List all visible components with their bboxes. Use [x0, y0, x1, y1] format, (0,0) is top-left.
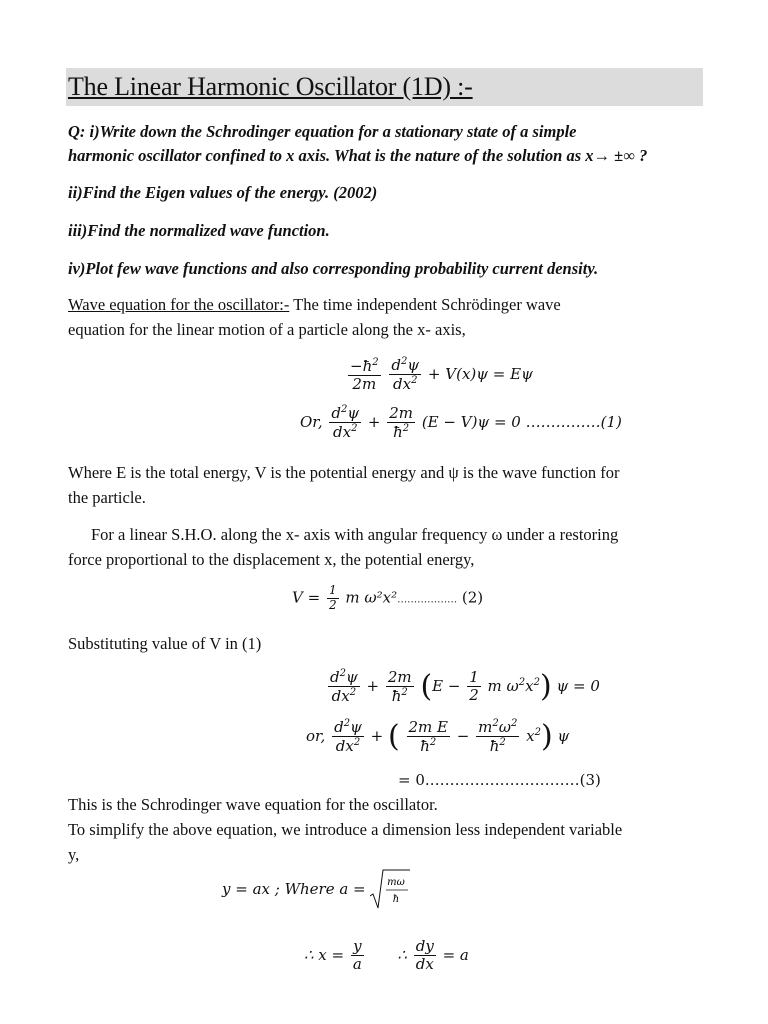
fraction-d2psi-dx2-b: $\frac{d^2\psi}{dx^2}$: [331, 404, 360, 442]
eq3-tail: ψ = 0: [556, 676, 600, 695]
page-title: The Linear Harmonic Oscillator (1D) :-: [68, 72, 473, 101]
fraction-2mE-hbar2: $\frac{\text{2m E}}{ħ^2}$: [408, 717, 448, 755]
question-line-1: Q: i)Write down the Schrodinger equation for a stationary state of a simple: [68, 122, 577, 141]
sqrt-m-omega-hbar: [370, 868, 410, 912]
wave-paragraph-line-2: equation for the linear motion of a particle along the x- axis,: [68, 320, 466, 339]
wave-text-1: The time independent Schrödinger wave: [289, 295, 561, 314]
wave-heading: Wave equation for the oscillator:-: [68, 295, 290, 314]
eq6-text: y = ax ; Where a =: [222, 880, 366, 898]
question-iv: iv)Plot few wave functions and also corresponding probability current density.: [68, 259, 599, 278]
eq4-prefix: or,: [306, 726, 326, 745]
equation-substituted: $\frac{d^2\psi}{dx^2}$ + $\frac{2m}{ħ^2}$ (E − $\frac{1}{2}$ m $\omega^2x^2$) ψ = 0: [330, 667, 600, 706]
where-line-2: the particle.: [68, 488, 146, 507]
eq2-number: (2): [461, 588, 484, 607]
substituting-line: Substituting value of V in (1): [68, 634, 262, 653]
simplify-line-1: To simplify the above equation, we introduce a dimension less independent variable: [68, 820, 623, 839]
fraction-hbar-2m: $\frac{-ħ^2}{2m}$: [350, 356, 379, 393]
question-iii: iii)Find the normalized wave function.: [68, 221, 330, 240]
fraction-2m-hbar2: $\frac{2m}{ħ^2}$: [389, 403, 414, 441]
fraction-2m-hbar2-b: $\frac{2m}{ħ^2}$: [387, 667, 412, 705]
wave-paragraph-line-1: [68, 295, 561, 315]
fraction-dy-dx: $\frac{dy}{dx}$: [415, 937, 434, 974]
sho-line-2: force proportional to the displacement x, the potential energy,: [68, 550, 475, 569]
fraction-d2psi-dx2: $\frac{d^2\psi}{dx^2}$: [391, 356, 420, 394]
sho-line-1: For a linear S.H.O. along the x- axis with angular frequency ω under a restoring: [91, 525, 619, 544]
eq2-rhs: m ω²x²: [345, 588, 398, 607]
equation-y-ax: [222, 868, 410, 912]
equation-rearranged: or, $\frac{d^2\psi}{dx^2}$ + ( $\frac{\text{2m E}}{ħ^2}$ − $\frac{m^2\omega^2}{ħ^2}$ $x^2$) ψ: [306, 717, 570, 756]
where-line-1: Where E is the total energy, V is the potential energy and ψ is the wave function for: [68, 463, 620, 482]
fraction-m2w2-hbar2: $\frac{m^2\omega^2}{ħ^2}$: [478, 718, 518, 756]
eq7-b: ∴: [397, 945, 407, 964]
fraction-y-a: $\frac{y}{a}$: [352, 937, 362, 974]
oscillator-line: This is the Schrodinger wave equation for the oscillator.: [68, 795, 438, 814]
fraction-one-half: $\frac{1}{2}$: [328, 583, 337, 612]
equation-hamiltonian: [346, 356, 533, 394]
fraction-one-half-b: $\frac{1}{2}$: [469, 668, 479, 705]
equation-2: V = $\frac{1}{2}$ m ω²x²……………… (2): [292, 583, 484, 612]
question-line-2: harmonic oscillator confined to x axis. What is the nature of the solution as x→ ±∞ ?: [68, 146, 648, 165]
fraction-d2psi-dx2-d: $\frac{d^2\psi}{dx^2}$: [334, 718, 362, 756]
eq1-prefix: Or,: [300, 412, 323, 431]
simplify-line-2: y,: [68, 845, 80, 864]
svg-text:mω: mω: [387, 877, 406, 888]
svg-text:ħ: ħ: [393, 894, 400, 905]
eq4-tail: ψ: [557, 726, 570, 745]
fraction-d2psi-dx2-c: $\frac{d^2\psi}{dx^2}$: [330, 668, 358, 706]
question-ii: ii)Find the Eigen values of the energy. (2002): [68, 183, 378, 202]
eq7-a: ∴ x =: [304, 945, 345, 964]
eq0-rhs: + V(x)ψ = Eψ: [427, 364, 533, 383]
eq1-mid: (E − V)ψ = 0 ……………(1): [421, 412, 622, 431]
equation-x-y-over-a: ∴ x = $\frac{y}{a}$ ∴ $\frac{dy}{dx}$ = a: [304, 937, 469, 974]
equation-3: = 0.…………………………(3): [398, 771, 601, 789]
eq2-lhs: V =: [292, 588, 321, 607]
equation-1: Or, $\frac{d^2\psi}{dx^2}$ + $\frac{2m}{ħ^2}$ (E − V)ψ = 0 ……………(1): [300, 403, 622, 442]
